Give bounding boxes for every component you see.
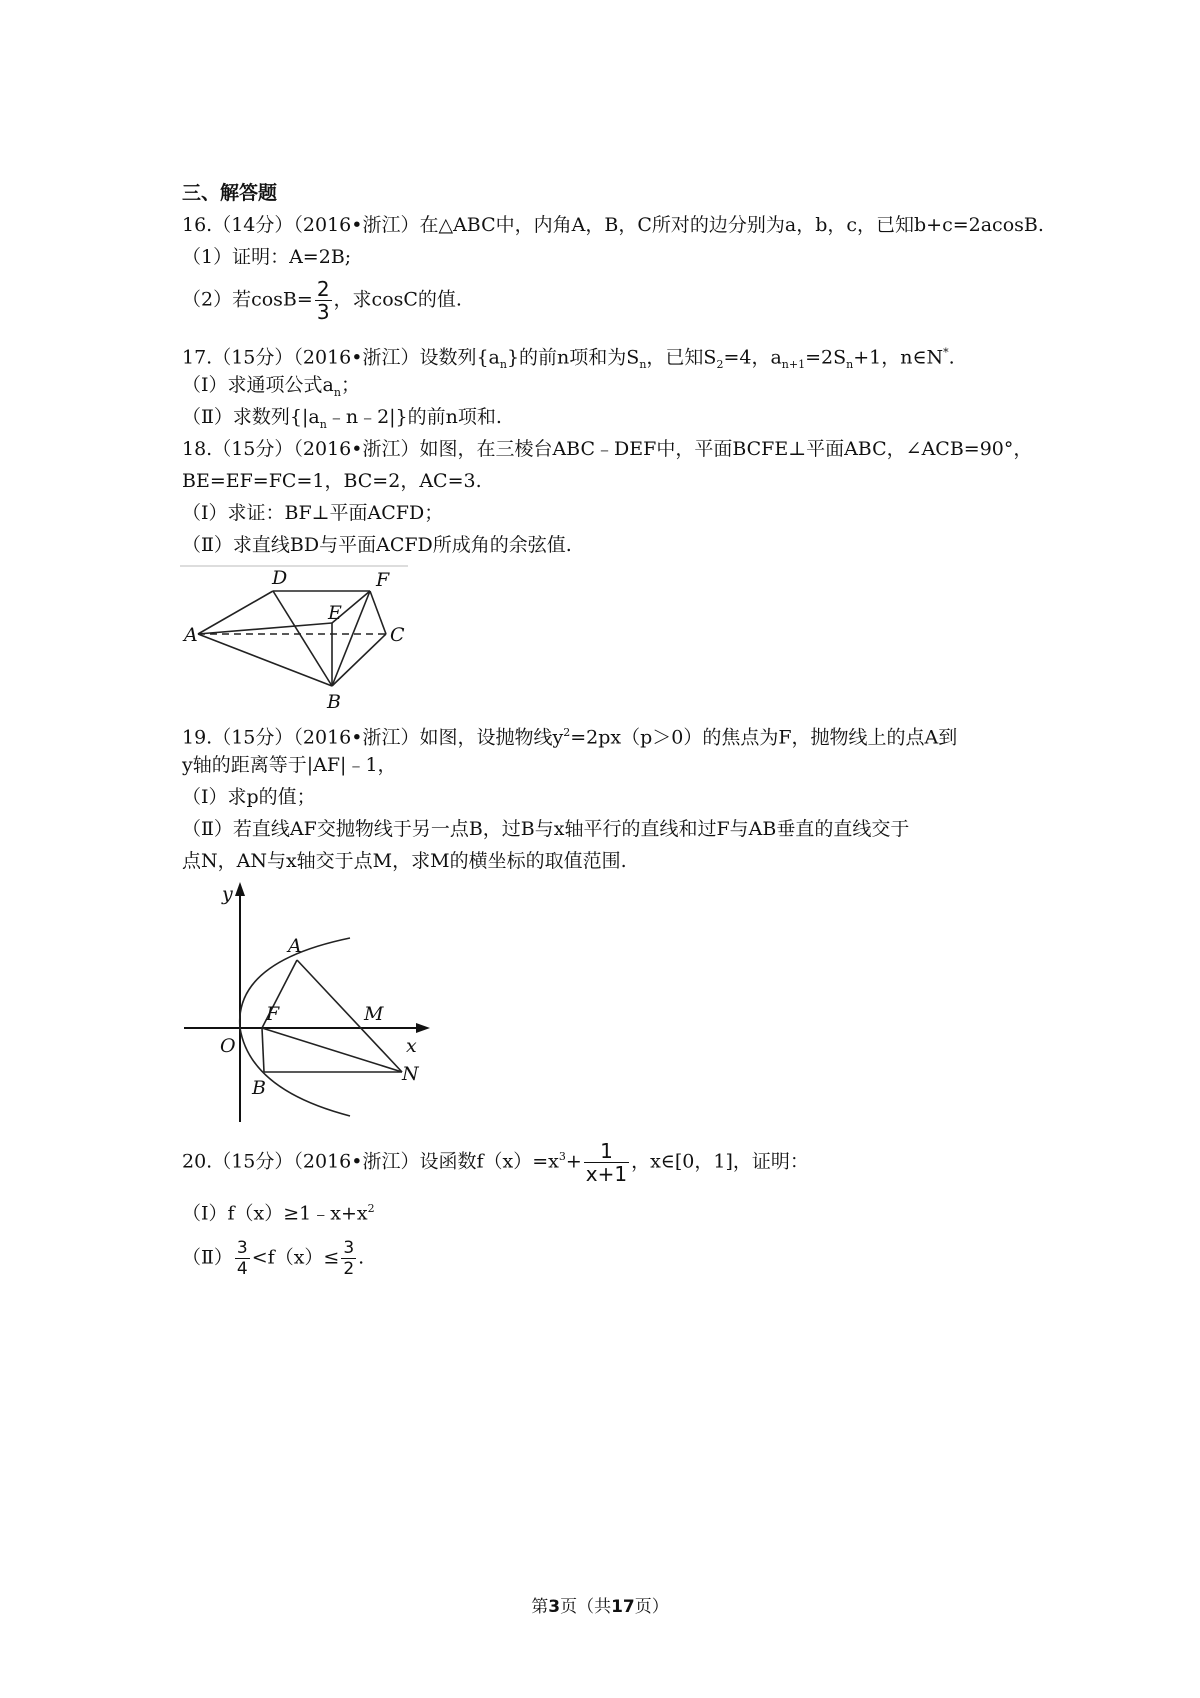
q18-label-E: E <box>328 602 342 624</box>
q17-text: 17.（15分）（2016•浙江）设数列{a <box>182 346 500 369</box>
q19-label-O: O <box>220 1035 236 1057</box>
q19-text: 19.（15分）（2016•浙江）如图，设抛物线y <box>182 726 564 749</box>
q19-label-B: B <box>252 1077 266 1099</box>
q17-part2-sub: n <box>319 417 327 431</box>
q16-part2-pre: （2）若cosB= <box>182 288 313 311</box>
q19-text: =2px（p＞0）的焦点为F，抛物线上的点A到 <box>570 726 958 749</box>
q19-stem-line1 <box>182 720 957 750</box>
q18-label-B: B <box>327 691 341 713</box>
q18-part2: （Ⅱ）求直线BD与平面ACFD所成角的余弦值. <box>182 534 572 556</box>
q20-part1 <box>182 1196 375 1226</box>
q19-part1: （Ⅰ）求p的值； <box>182 786 316 808</box>
q17-sub: n <box>639 358 647 372</box>
q18-stem-line1: 18.（15分）（2016•浙江）如图，在三棱台ABC﹣DEF中，平面BCFE⊥平面ABC，∠ACB=90°， <box>182 438 1033 460</box>
q20-frac-den: x+1 <box>585 1162 628 1186</box>
q18-label-C: C <box>390 624 405 646</box>
page-total: 17 <box>611 1597 635 1617</box>
q20-fraction-lower <box>235 1238 250 1279</box>
q19-parabola-figure <box>184 880 434 1124</box>
q20-frac-num: 3 <box>236 1238 248 1258</box>
q18-label-F: F <box>376 569 390 591</box>
q20-frac-den: 2 <box>343 1259 355 1279</box>
q18-part1: （Ⅰ）求证：BF⊥平面ACFD； <box>182 502 444 524</box>
q18-stem-line2: BE=EF=FC=1，BC=2，AC=3. <box>182 470 482 492</box>
q20-text: 20.（15分）（2016•浙江）设函数f（x）=x <box>182 1150 559 1173</box>
q17-part2-text: （Ⅱ）求数列{|a <box>182 406 320 428</box>
q17-part2 <box>182 404 502 438</box>
q17-text: . <box>948 346 955 369</box>
q20-fraction <box>584 1140 629 1185</box>
q20-part2 <box>182 1238 364 1279</box>
q19-stem-line2: y轴的距离等于|AF|﹣1， <box>182 754 397 776</box>
q20-part2-text: <f（x）≤ <box>251 1246 340 1269</box>
q17-part1-text: （Ⅰ）求通项公式a <box>182 374 334 396</box>
q20-text: ，x∈[0，1]，证明： <box>631 1150 809 1173</box>
q19-label-N: N <box>402 1063 419 1085</box>
q17-sub: 2 <box>716 358 724 372</box>
page-footer <box>0 1592 1200 1617</box>
q19-label-M: M <box>364 1003 384 1025</box>
q16-frac-den: 3 <box>316 300 330 324</box>
q17-sub: n+1 <box>781 358 806 372</box>
q16-part2-post: ，求cosC的值. <box>333 288 462 311</box>
q19-sup: 2 <box>563 726 571 739</box>
q17-part2-text: ﹣n﹣2|}的前n项和. <box>326 406 502 428</box>
q20-part2-text: （Ⅱ） <box>182 1246 233 1269</box>
q18-label-A: A <box>184 624 198 646</box>
q20-sup: 3 <box>558 1150 566 1164</box>
q17-text: =2S <box>805 346 847 369</box>
q16-part1: （1）证明：A=2B; <box>182 246 352 268</box>
q20-frac-num: 1 <box>584 1140 629 1163</box>
q17-text: ，已知S <box>646 346 717 369</box>
q20-fraction-upper <box>341 1238 356 1279</box>
q16-part2 <box>182 278 462 323</box>
q17-sub: n <box>846 358 854 372</box>
q17-text: +1，n∈N <box>853 346 944 369</box>
section-heading: 三、解答题 <box>182 182 278 204</box>
q20-text: + <box>565 1150 582 1173</box>
q16-frac-num: 2 <box>316 277 330 301</box>
q18-frustum-figure <box>180 566 420 712</box>
q19-label-y: y <box>222 883 233 905</box>
footer-text: 页） <box>634 1597 669 1617</box>
q17-part1-sub: n <box>333 385 341 399</box>
q17-part1-text: ； <box>340 374 360 396</box>
q20-frac-num: 3 <box>343 1238 355 1258</box>
q20-part2-text: . <box>358 1246 365 1269</box>
q20-part1-sup: 2 <box>367 1202 375 1215</box>
q19-label-A: A <box>288 935 302 957</box>
q19-part2-line1: （Ⅱ）若直线AF交抛物线于另一点B，过B与x轴平行的直线和过F与AB垂直的直线交于 <box>182 818 910 840</box>
q17-sub: n <box>499 358 507 372</box>
q17-sup: * <box>943 346 949 359</box>
q19-label-F: F <box>266 1003 280 1025</box>
q19-part2-line2: 点N，AN与x轴交于点M，求M的横坐标的取值范围. <box>182 850 627 872</box>
q17-text: }的前n项和为S <box>506 346 640 369</box>
q17-part1 <box>182 372 360 406</box>
q16-stem: 16.（14分）（2016•浙江）在△ABC中，内角A，B，C所对的边分别为a，b，c，已知b+c=2acosB. <box>182 214 1044 236</box>
footer-text: 页（共 <box>560 1597 612 1617</box>
q20-stem <box>182 1140 809 1185</box>
footer-text: 第 <box>531 1597 549 1617</box>
q19-label-x: x <box>406 1035 417 1057</box>
q20-part1-text: （Ⅰ）f（x）≥1﹣x+x <box>182 1202 368 1225</box>
q20-frac-den: 4 <box>236 1259 248 1279</box>
page-number: 3 <box>548 1597 561 1617</box>
q16-fraction <box>315 278 332 323</box>
q18-label-D: D <box>272 567 288 589</box>
q17-text: =4，a <box>723 346 782 369</box>
